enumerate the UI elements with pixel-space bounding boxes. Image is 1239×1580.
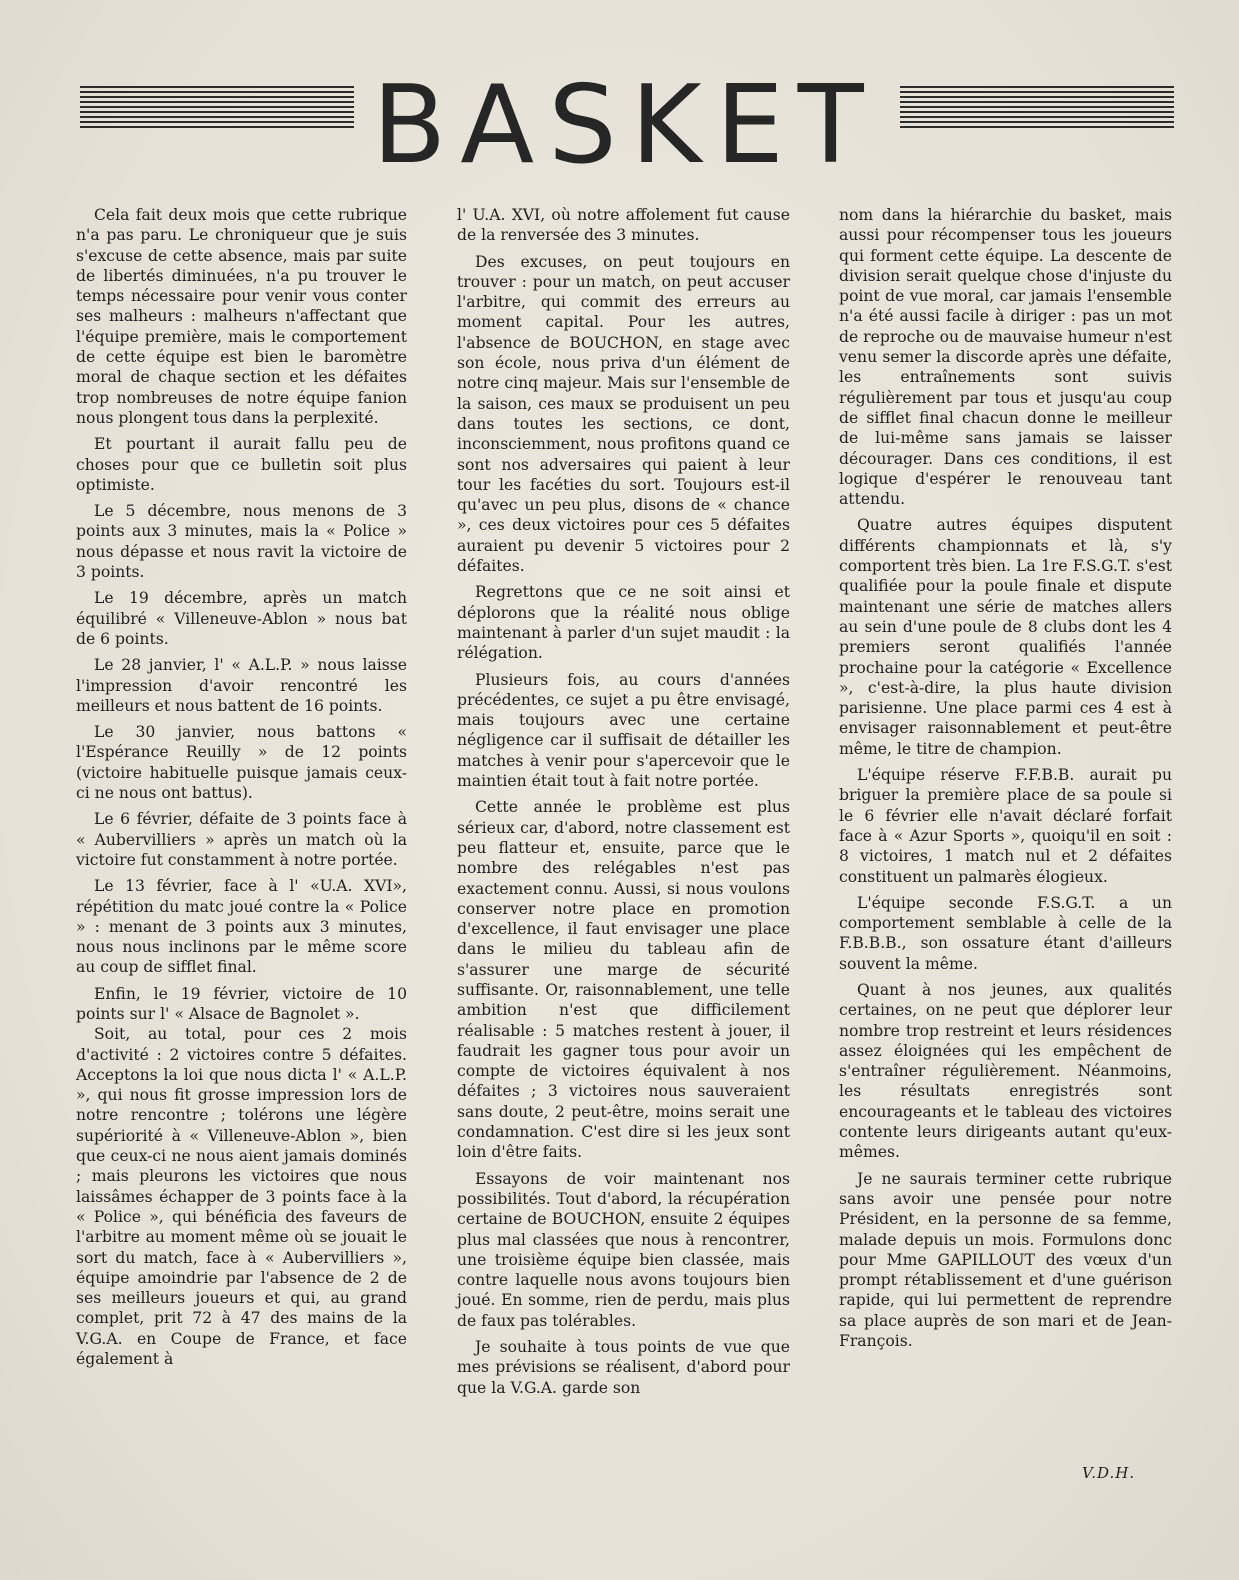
paragraph: Le 5 décembre, nous menons de 3 points aux 3 minutes, mais la « Police » nous dépasse et nous ravit la victoire de 3 points.: [76, 502, 407, 582]
decorative-rules-left: [80, 86, 354, 130]
paragraph: Le 19 décembre, après un match équilibré « Villeneuve-Ablon » nous bat de 6 points.: [76, 589, 407, 648]
paragraph: Essayons de voir maintenant nos possibilités. Tout d'abord, la récupération certaine de BOUCHON, ensuite 2 équipes plus mal classées que nous à rencontrer, une troisième équipe bien classée, mais contre laquelle nous avons toujours bien joué. En somme, rien de perdu, mais plus de faux pas tolérables.: [457, 1169, 790, 1330]
paragraph: Des excuses, on peut toujours en trouver : pour un match, on peut accuser l'arbitre, qui commit des erreurs au moment capital. Pour les autres, l'absence de BOUCHON, en stage avec son école, nous priva d'un élément de notre cinq majeur. Mais sur l'ensemble de la saison, ces maux se produisent un peu dans toutes les sections, ce dont, inconsciemment, nous profitons quand ce sont nos adversaires qui paient à leur tour les facéties du sort. Toujours est-il qu'avec un peu plus, disons de « chance », ces deux victoires pour ces 5 défaites auraient pu devenir 5 victoires pour 2 défaites.: [457, 252, 790, 576]
page-header: [0, 63, 1239, 188]
decorative-rules-right: [900, 86, 1174, 130]
paragraph: Quatre autres équipes disputent différents championnats et là, s'y comportent très bien. La 1re F.S.G.T. s'est qualifiée pour la poule finale et dispute maintenant une série de matches allers au sein d'une poule de 8 clubs dont les 4 premiers seront qualifiés l'année prochaine pour la catégorie « Excellence », c'est-à-dire, la plus haute division parisienne. Une place parmi ces 4 est à envisager raisonnablement et peut-être même, le titre de champion.: [839, 516, 1172, 758]
paragraph: Soit, au total, pour ces 2 mois d'activité : 2 victoires contre 5 défaites. Acceptons la loi que nous dicta l' « A.L.P. », qui nous fit grosse impression lors de notre rencontre ; tolérons une légère supériorité à « Villeneuve-Ablon », bien que ceux-ci ne nous aient jamais dominés ; mais pleurons les victoires que nous laissâmes échapper de 3 points face à la « Police », qui bénéficia des faveurs de l'arbitre au moment même où se jouait le sort du match, face à « Aubervilliers », équipe amoindrie par l'absence de 2 de ses meilleurs joueurs et qui, au grand complet, prit 72 à 47 des mains de la V.G.A. en Coupe de France, et face également à: [76, 1025, 407, 1369]
paragraph: Plusieurs fois, au cours d'années précédentes, ce sujet a pu être envisagé, mais toujours avec une certaine négligence car il suffisait de détailler les matches à venir pour s'apercevoir que le maintien était tout à fait notre portée.: [457, 670, 790, 791]
paragraph: Le 6 février, défaite de 3 points face à « Aubervilliers » après un match où la victoire fut constamment à notre portée.: [76, 810, 407, 869]
article-column-1: [76, 205, 407, 1375]
paragraph: Je souhaite à tous points de vue que mes prévisions se réalisent, d'abord pour que la V.G.A. garde son: [457, 1338, 790, 1397]
paragraph: Le 28 janvier, l' « A.L.P. » nous laisse l'impression d'avoir rencontré les meilleurs et nous battent de 16 points.: [76, 656, 407, 715]
paragraph: Regrettons que ce ne soit ainsi et déplorons que la réalité nous oblige maintenant à parler d'un sujet maudit : la rélégation.: [457, 583, 790, 663]
paragraph: L'équipe seconde F.S.G.T. a un comportement semblable à celle de la F.B.B.B., son ossature étant d'ailleurs souvent la même.: [839, 893, 1172, 973]
paragraph: Le 13 février, face à l' «U.A. XVI», répétition du matc joué contre la « Police » : menant de 3 points aux 3 minutes, nous nous inclinons par le même score au coup de sifflet final.: [76, 877, 407, 977]
page-title: BASKET: [372, 63, 878, 188]
paragraph: Je ne saurais terminer cette rubrique sans avoir une pensée pour notre Président, en la personne de sa femme, malade depuis un mois. Formulons donc pour Mme GAPILLOUT des vœux d'un prompt rétablissement et d'une guérison rapide, qui lui permettent de reprendre sa place auprès de son mari et de Jean-François.: [839, 1169, 1172, 1351]
article-column-3: [839, 205, 1172, 1357]
paragraph: L'équipe réserve F.F.B.B. aurait pu briguer la première place de sa poule si le 6 février elle n'avait déclaré forfait face à « Azur Sports », quoiqu'il en soit : 8 victoires, 1 match nul et 2 défaites constituent un palmarès élogieux.: [839, 766, 1172, 886]
paragraph: Quant à nos jeunes, aux qualités certaines, on ne peut que déplorer leur nombre trop restreint et leurs résidences assez éloignées qui les empêchent de s'entraîner régulièrement. Néanmoins, les résultats enregistrés sont encourageants et le tableau des victoires contente leurs dirigeants autant qu'eux-mêmes.: [839, 980, 1172, 1162]
paragraph: Et pourtant il aurait fallu peu de choses pour que ce bulletin soit plus optimiste.: [76, 435, 407, 494]
paragraph: Enfin, le 19 février, victoire de 10 points sur l' « Alsace de Bagnolet ».: [76, 984, 407, 1023]
article-column-2: [457, 205, 790, 1404]
paragraph: Cette année le problème est plus sérieux car, d'abord, notre classement est peu flatteur et, ensuite, parce que le nombre des relégables n'est pas exactement connu. Aussi, si nous voulons conserver notre place en promotion d'excellence, il faut envisager une place dans le milieu du tableau afin de s'assurer une marge de sécurité suffisante. Or, raisonnablement, une telle ambition n'est que difficilement réalisable : 5 matches restent à jouer, il faudrait les gagner tous pour avoir un compte de victoires équivalent à nos défaites ; 3 victoires nous sauveraient sans doute, 2 peut-être, moins serait une condamnation. C'est dire si les jeux sont loin d'être faits.: [457, 798, 790, 1162]
paragraph: Le 30 janvier, nous battons « l'Espérance Reuilly » de 12 points (victoire habituelle puisque jamais ceux-ci ne nous ont battus).: [76, 723, 407, 803]
paragraph: Cela fait deux mois que cette rubrique n'a pas paru. Le chroniqueur que je suis s'excuse de cette absence, mais par suite de libertés diminuées, n'a pu trouver le temps nécessaire pour venir vous conter ses malheurs : malheurs n'affectant que l'équipe première, mais le comportement de cette équipe est bien le baromètre moral de chaque section et les défaites trop nombreuses de notre équipe fanion nous plongent tous dans la perplexité.: [76, 206, 407, 427]
paragraph: l' U.A. XVI, où notre affolement fut cause de la renversée des 3 minutes.: [457, 206, 790, 245]
paragraph: nom dans la hiérarchie du basket, mais aussi pour récompenser tous les joueurs qui forment cette équipe. La descente de division serait quelque chose d'injuste du point de vue moral, car jamais l'ensemble n'a été aussi facile à diriger : pas un mot de reproche ou de mauvaise humeur n'est venu semer la discorde après une défaite, les entraînements sont suivis régulièrement par tous et jusqu'au coup de sifflet final chacun donne le meilleur de lui-même sans jamais se laisser décourager. Dans ces conditions, il est logique d'espérer le renouveau tant attendu.: [839, 206, 1172, 509]
author-signature: V.D.H.: [1082, 1464, 1136, 1482]
